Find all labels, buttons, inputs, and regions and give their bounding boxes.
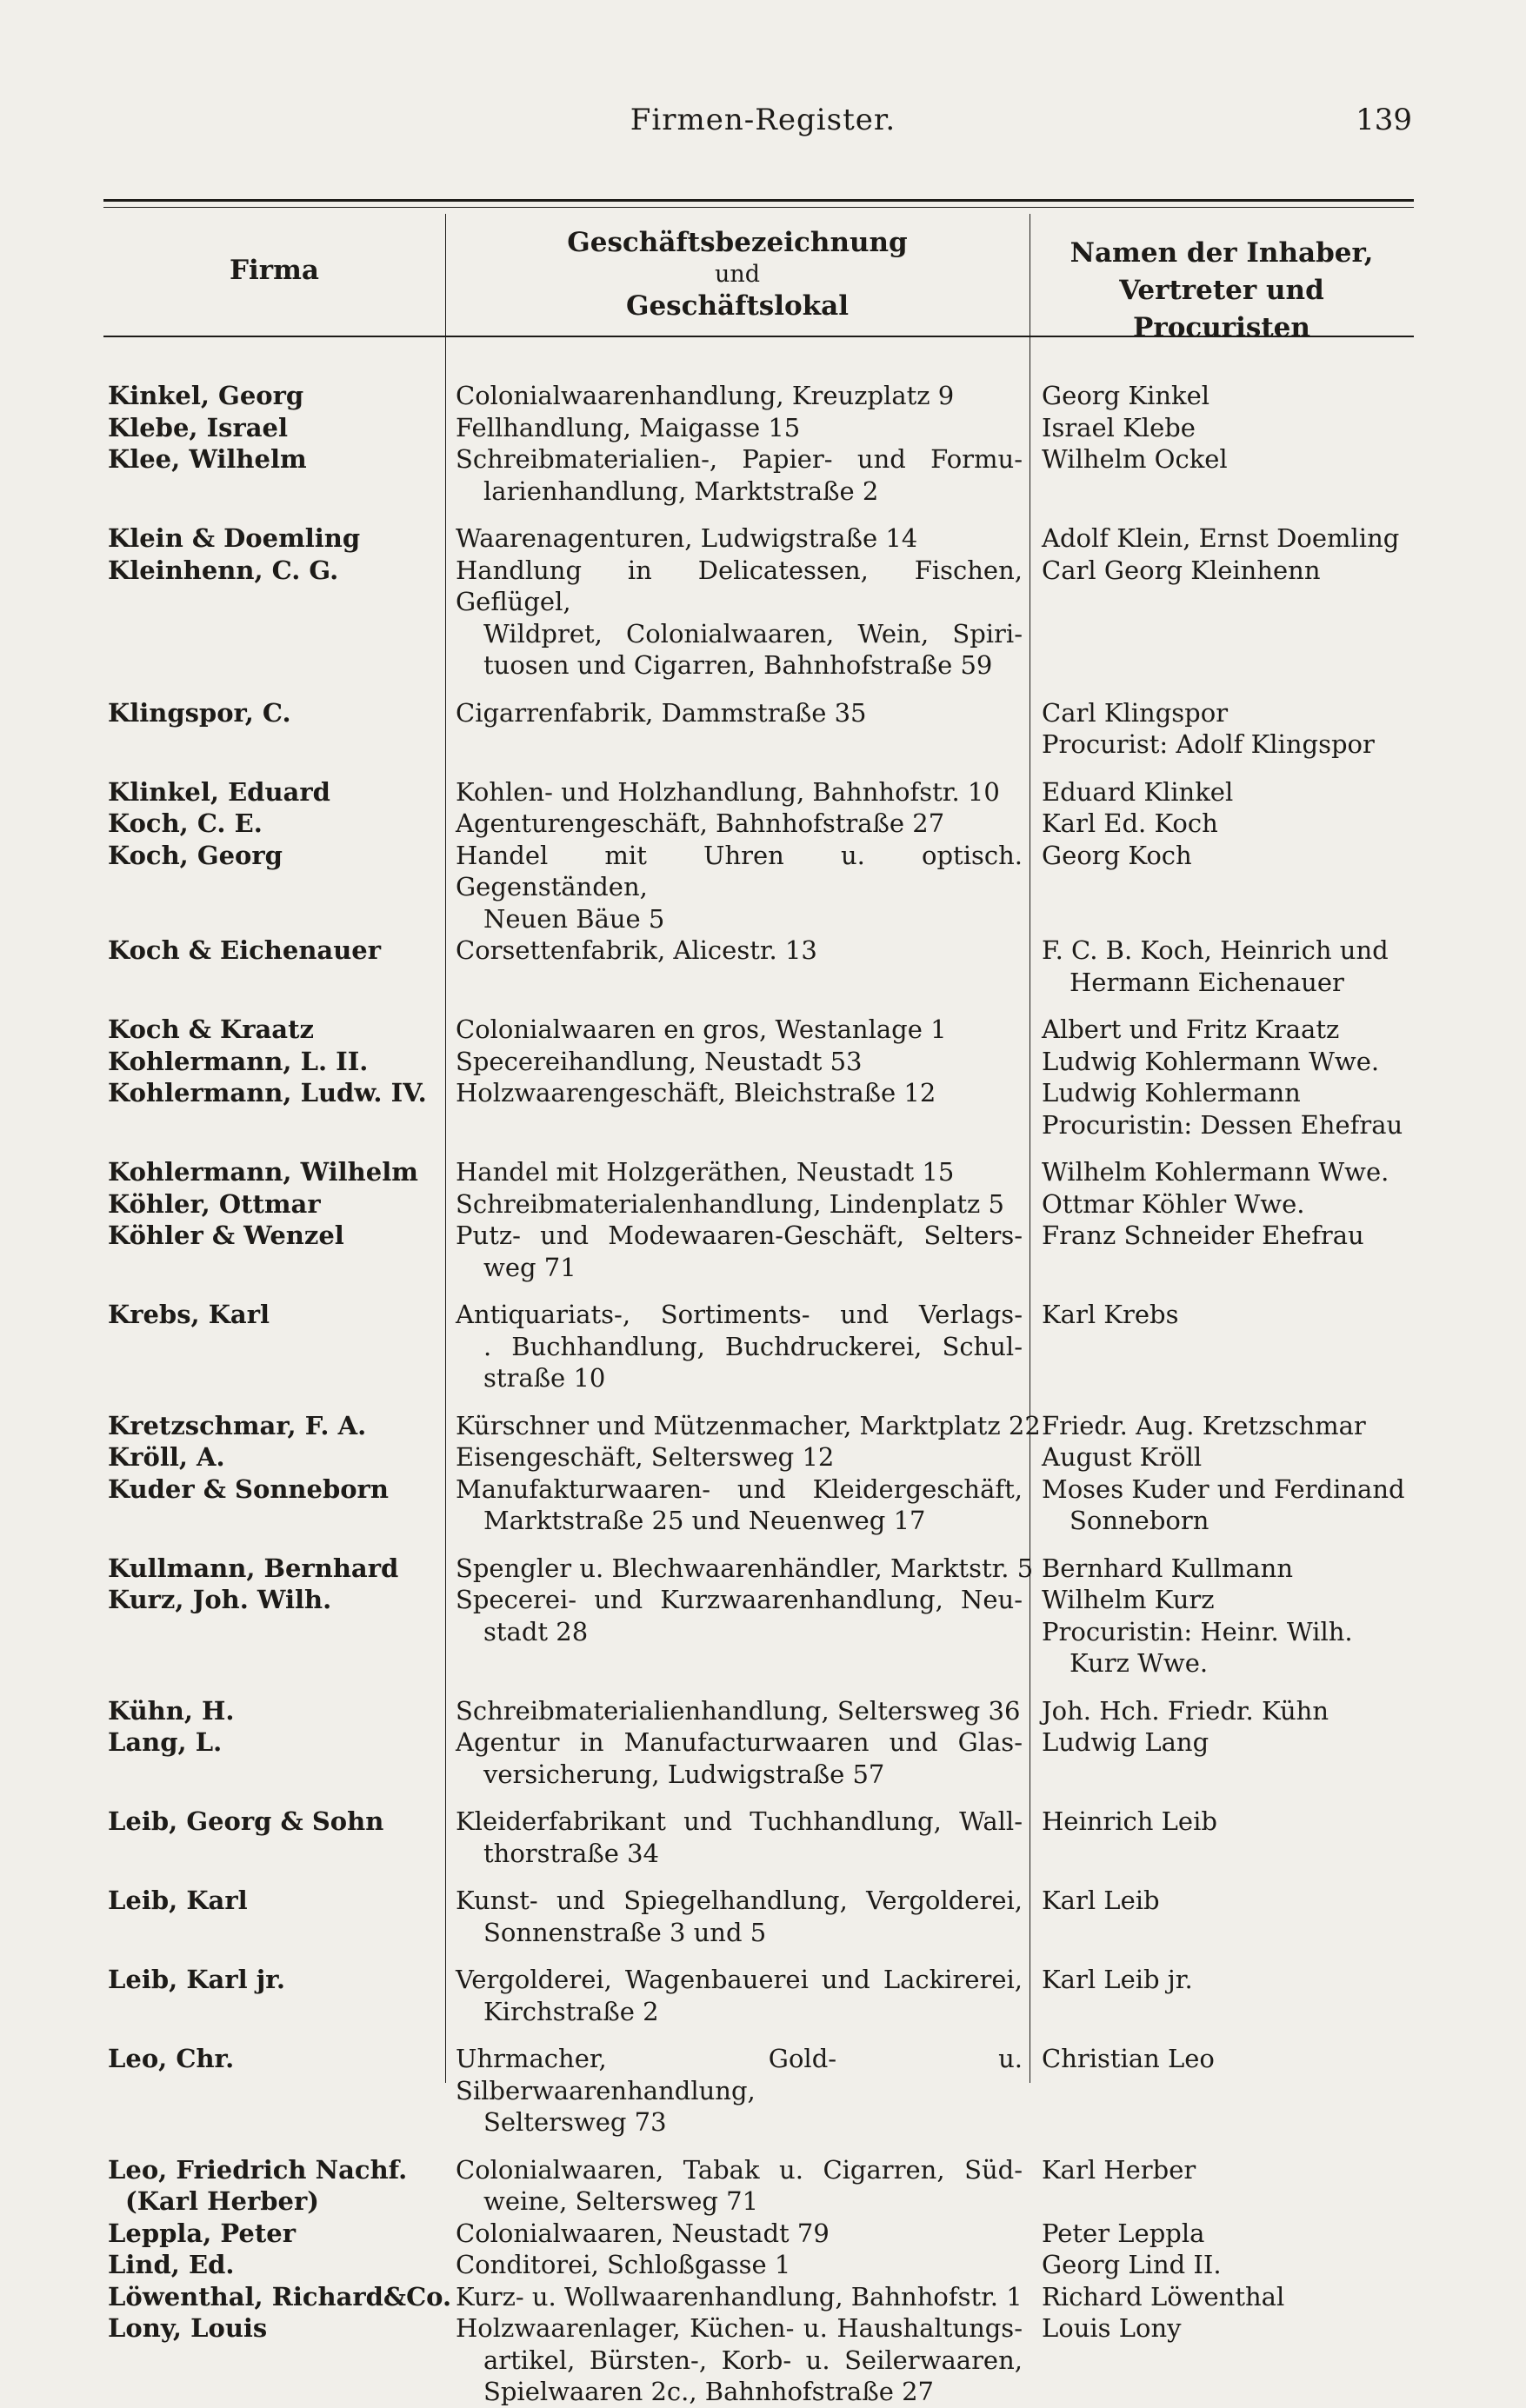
geschaeft-bezeichnung bbox=[445, 2154, 1030, 2218]
firma-name bbox=[0, 1014, 445, 1046]
geschaeft-bezeichnung-line: Spielwaaren 2c., Bahnhofstraße 27 bbox=[483, 2377, 934, 2406]
geschaeft-bezeichnung-line: larienhandlung, Marktstraße 2 bbox=[483, 476, 879, 506]
geschaeft-bezeichnung bbox=[445, 840, 1030, 935]
geschaeft-bezeichnung-line: Kohlen- und Holzhandlung, Bahnhofstr. 10 bbox=[456, 776, 1000, 807]
geschaeft-bezeichnung-line: Schreibmaterialenhandlung, Lindenplatz 5 bbox=[456, 1188, 1004, 1219]
firma-name-line: Klinkel, Eduard bbox=[108, 776, 330, 807]
column-header-geschaeft-line2: und bbox=[714, 261, 761, 288]
firma-name-line: Kinkel, Georg bbox=[108, 381, 304, 410]
firma-name bbox=[0, 1188, 445, 1221]
column-header-inhaber-line2: Vertreter und Procuristen bbox=[1119, 275, 1324, 343]
inhaber-names-line: Karl Krebs bbox=[1042, 1300, 1179, 1329]
register-entry bbox=[0, 522, 1526, 555]
firma-name-line: Leib, Georg & Sohn bbox=[108, 1806, 384, 1836]
firma-name-line: Koch & Kraatz bbox=[108, 1014, 314, 1044]
geschaeft-bezeichnung-line: Colonialwaaren, Neustadt 79 bbox=[456, 2218, 830, 2248]
firma-name-line: Koch & Eichenauer bbox=[108, 935, 382, 965]
inhaber-names bbox=[1030, 1299, 1414, 1394]
inhaber-names bbox=[1030, 1220, 1414, 1283]
geschaeft-bezeichnung-line: Putz- und Modewaaren-Geschäft, Selters- bbox=[456, 1221, 1023, 1250]
geschaeft-bezeichnung-line: Schreibmaterialien-, Papier- und Formu- bbox=[456, 444, 1023, 474]
firma-name bbox=[0, 1077, 445, 1141]
inhaber-names-line: Albert und Fritz Kraatz bbox=[1042, 1014, 1340, 1044]
firma-name bbox=[0, 935, 445, 998]
inhaber-names bbox=[1030, 412, 1414, 444]
inhaber-names-line: Wilhelm Kurz bbox=[1042, 1585, 1215, 1614]
firma-name-line: Köhler, Ottmar bbox=[108, 1188, 321, 1219]
register-entry bbox=[0, 2043, 1526, 2139]
geschaeft-bezeichnung-line: . Buchhandlung, Buchdruckerei, Schul- bbox=[483, 1331, 1023, 1361]
inhaber-names bbox=[1030, 380, 1414, 412]
inhaber-names bbox=[1030, 1441, 1414, 1473]
geschaeft-bezeichnung bbox=[445, 2218, 1030, 2250]
register-entry bbox=[0, 1441, 1526, 1473]
inhaber-names bbox=[1030, 776, 1414, 808]
firma-name-line: Klingspor, C. bbox=[108, 697, 291, 728]
geschaeft-bezeichnung bbox=[445, 380, 1030, 412]
geschaeft-bezeichnung-line: Uhrmacher, Gold- u. Silberwaarenhandlung, bbox=[456, 2044, 1023, 2105]
firm-register-table bbox=[0, 380, 1526, 2408]
firma-name-line: Kohlermann, Wilhelm bbox=[108, 1157, 418, 1187]
geschaeft-bezeichnung-line: Agentur in Manufacturwaaren und Glas- bbox=[456, 1727, 1023, 1757]
firma-name bbox=[0, 1220, 445, 1283]
firma-name-line: Kröll, A. bbox=[108, 1442, 225, 1472]
geschaeft-bezeichnung-line: Spengler u. Blechwaarenhändler, Marktstr. 5 bbox=[456, 1553, 1034, 1583]
geschaeft-bezeichnung bbox=[445, 1014, 1030, 1046]
inhaber-names-line: August Kröll bbox=[1042, 1442, 1203, 1472]
firma-name bbox=[0, 1553, 445, 1585]
firma-name-line: Klee, Wilhelm bbox=[108, 444, 307, 474]
page-header bbox=[0, 103, 1526, 155]
inhaber-names bbox=[1030, 1964, 1414, 2027]
page-number: 139 bbox=[1356, 103, 1412, 137]
firma-name bbox=[0, 1410, 445, 1442]
inhaber-names bbox=[1030, 697, 1414, 761]
inhaber-names-line: Georg Koch bbox=[1042, 840, 1192, 870]
geschaeft-bezeichnung bbox=[445, 1188, 1030, 1221]
geschaeft-bezeichnung bbox=[445, 2043, 1030, 2139]
inhaber-names-line: Wilhelm Ockel bbox=[1042, 444, 1228, 474]
firma-name bbox=[0, 697, 445, 761]
firma-name-line: Köhler & Wenzel bbox=[108, 1221, 344, 1250]
inhaber-names-line: Kurz Wwe. bbox=[1070, 1648, 1209, 1678]
inhaber-names bbox=[1030, 443, 1414, 507]
inhaber-names-line: Adolf Klein, Ernst Doemling bbox=[1042, 523, 1400, 553]
inhaber-names bbox=[1030, 1885, 1414, 1948]
firma-name-line: Kohlermann, Ludw. IV. bbox=[108, 1078, 427, 1108]
inhaber-names bbox=[1030, 1473, 1414, 1537]
inhaber-names bbox=[1030, 1806, 1414, 1869]
firma-name-line: Löwenthal, Richard&Co. bbox=[108, 2281, 452, 2312]
geschaeft-bezeichnung-line: Vergolderei, Wagenbauerei und Lackirerei, bbox=[456, 1965, 1023, 1994]
firma-name-line: (Karl Herber) bbox=[125, 2186, 319, 2216]
register-entry bbox=[0, 1806, 1526, 1869]
register-entry bbox=[0, 840, 1526, 935]
register-entry bbox=[0, 2154, 1526, 2218]
geschaeft-bezeichnung bbox=[445, 1473, 1030, 1537]
geschaeft-bezeichnung bbox=[445, 1885, 1030, 1948]
inhaber-names bbox=[1030, 1553, 1414, 1585]
geschaeft-bezeichnung bbox=[445, 412, 1030, 444]
column-header-inhaber-line1: Namen der Inhaber, bbox=[1070, 237, 1374, 269]
firma-name bbox=[0, 2218, 445, 2250]
inhaber-names-line: Karl Herber bbox=[1042, 2154, 1196, 2185]
top-rule-thin bbox=[103, 207, 1414, 208]
inhaber-names-line: Karl Leib jr. bbox=[1042, 1965, 1193, 1994]
geschaeft-bezeichnung-line: Eisengeschäft, Seltersweg 12 bbox=[456, 1442, 835, 1472]
inhaber-names bbox=[1030, 2281, 1414, 2313]
geschaeft-bezeichnung-line: Cigarrenfabrik, Dammstraße 35 bbox=[456, 697, 867, 728]
inhaber-names bbox=[1030, 1014, 1414, 1046]
firma-name-line: Lind, Ed. bbox=[108, 2250, 235, 2279]
firma-name bbox=[0, 2281, 452, 2313]
geschaeft-bezeichnung bbox=[445, 1220, 1030, 1283]
register-entry bbox=[0, 2218, 1526, 2250]
geschaeft-bezeichnung-line: versicherung, Ludwigstraße 57 bbox=[483, 1759, 885, 1789]
firma-name bbox=[0, 2043, 445, 2139]
firma-name-line: Leo, Friedrich Nachf. bbox=[108, 2154, 408, 2185]
inhaber-names-line: Georg Lind II. bbox=[1042, 2250, 1222, 2279]
firma-name-line: Kretzschmar, F. A. bbox=[108, 1410, 367, 1440]
geschaeft-bezeichnung bbox=[445, 1584, 1030, 1680]
geschaeft-bezeichnung bbox=[445, 1299, 1030, 1394]
firma-name-line: Kurz, Joh. Wilh. bbox=[108, 1585, 332, 1614]
firma-name bbox=[0, 776, 445, 808]
geschaeft-bezeichnung bbox=[445, 1077, 1030, 1141]
geschaeft-bezeichnung-line: Kleiderfabrikant und Tuchhandlung, Wall- bbox=[456, 1806, 1023, 1836]
geschaeft-bezeichnung-line: Neuen Bäue 5 bbox=[483, 903, 665, 934]
firma-name-line: Koch, Georg bbox=[108, 840, 283, 870]
geschaeft-bezeichnung bbox=[445, 555, 1030, 682]
geschaeft-bezeichnung-line: artikel, Bürsten-, Korb- u. Seilerwaaren, bbox=[483, 2345, 1023, 2375]
geschaeft-bezeichnung bbox=[445, 2312, 1030, 2408]
geschaeft-bezeichnung-line: Wildpret, Colonialwaaren, Wein, Spiri- bbox=[483, 618, 1023, 649]
inhaber-names bbox=[1030, 2249, 1414, 2281]
geschaeft-bezeichnung bbox=[445, 1441, 1030, 1473]
inhaber-names-line: Moses Kuder und Ferdinand bbox=[1042, 1473, 1405, 1504]
inhaber-names bbox=[1030, 840, 1414, 935]
inhaber-names-line: Ludwig Kohlermann bbox=[1042, 1078, 1301, 1108]
firma-name bbox=[0, 808, 445, 840]
firma-name bbox=[0, 555, 445, 682]
geschaeft-bezeichnung-line: Holzwaarenlager, Küchen- u. Haushaltungs- bbox=[456, 2313, 1023, 2343]
firma-name bbox=[0, 380, 445, 412]
geschaeft-bezeichnung-line: Antiquariats-, Sortiments- und Verlags- bbox=[456, 1300, 1023, 1329]
geschaeft-bezeichnung-line: Kürschner und Mützenmacher, Marktplatz 22 bbox=[456, 1410, 1041, 1440]
inhaber-names bbox=[1030, 2154, 1414, 2218]
geschaeft-bezeichnung bbox=[445, 1964, 1030, 2027]
geschaeft-bezeichnung bbox=[445, 1410, 1041, 1442]
firma-name-line: Lang, L. bbox=[108, 1727, 223, 1757]
geschaeft-bezeichnung-line: Waarenagenturen, Ludwigstraße 14 bbox=[456, 523, 918, 553]
geschaeft-bezeichnung-line: Schreibmaterialienhandlung, Seltersweg 36 bbox=[456, 1695, 1021, 1726]
inhaber-names-line: Franz Schneider Ehefrau bbox=[1042, 1221, 1364, 1250]
firma-name bbox=[0, 2312, 445, 2408]
register-entry bbox=[0, 443, 1526, 507]
geschaeft-bezeichnung-line: Colonialwaaren en gros, Westanlage 1 bbox=[456, 1014, 947, 1044]
inhaber-names bbox=[1030, 2043, 1414, 2139]
firma-name bbox=[0, 1473, 445, 1537]
inhaber-names bbox=[1030, 1156, 1414, 1188]
firma-name bbox=[0, 1299, 445, 1394]
inhaber-names-line: Wilhelm Kohlermann Wwe. bbox=[1042, 1157, 1389, 1187]
inhaber-names-line: Joh. Hch. Friedr. Kühn bbox=[1042, 1695, 1329, 1726]
inhaber-names-line: Karl Ed. Koch bbox=[1042, 808, 1218, 838]
geschaeft-bezeichnung-line: Agenturengeschäft, Bahnhofstraße 27 bbox=[456, 808, 945, 838]
geschaeft-bezeichnung-line: Kunst- und Spiegelhandlung, Vergolderei, bbox=[456, 1886, 1023, 1915]
geschaeft-bezeichnung-line: Holzwaarengeschäft, Bleichstraße 12 bbox=[456, 1078, 936, 1108]
geschaeft-bezeichnung-line: Handel mit Uhren u. optisch. Gegenständen, bbox=[456, 840, 1023, 901]
geschaeft-bezeichnung-line: Specerei- und Kurzwaarenhandlung, Neu- bbox=[456, 1585, 1023, 1614]
inhaber-names-line: Bernhard Kullmann bbox=[1042, 1553, 1294, 1583]
column-header-geschaeft-line3: Geschäftslokal bbox=[625, 290, 850, 322]
top-rule bbox=[103, 199, 1414, 202]
geschaeft-bezeichnung bbox=[445, 2249, 1030, 2281]
inhaber-names-line: Ludwig Kohlermann Wwe. bbox=[1042, 1046, 1380, 1076]
firma-name-line: Kuder & Sonneborn bbox=[108, 1473, 389, 1504]
firma-name bbox=[0, 1695, 445, 1727]
inhaber-names bbox=[1030, 2312, 1414, 2408]
inhaber-names bbox=[1030, 1046, 1414, 1078]
firma-name-line: Leo, Chr. bbox=[108, 2044, 235, 2073]
inhaber-names-line: Sonneborn bbox=[1070, 1506, 1209, 1535]
firma-name bbox=[0, 522, 445, 555]
firma-name-line: Leib, Karl bbox=[108, 1886, 248, 1915]
inhaber-names bbox=[1030, 935, 1414, 998]
firma-name bbox=[0, 1885, 445, 1948]
register-entry bbox=[0, 1726, 1526, 1790]
firma-name bbox=[0, 1806, 445, 1869]
inhaber-names bbox=[1030, 1077, 1414, 1141]
geschaeft-bezeichnung-line: Handlung in Delicatessen, Fischen, Geflügel, bbox=[456, 555, 1023, 616]
register-entry bbox=[0, 697, 1526, 761]
geschaeft-bezeichnung-line: Corsettenfabrik, Alicestr. 13 bbox=[456, 935, 817, 965]
inhaber-names-line: Carl Georg Kleinhenn bbox=[1042, 555, 1321, 585]
register-entry bbox=[0, 2312, 1526, 2408]
firma-name-line: Krebs, Karl bbox=[108, 1300, 270, 1329]
firma-name bbox=[0, 443, 445, 507]
inhaber-names-line: Karl Leib bbox=[1042, 1886, 1160, 1915]
geschaeft-bezeichnung-line: straße 10 bbox=[483, 1363, 606, 1393]
firma-name-line: Koch, C. E. bbox=[108, 808, 263, 838]
register-entry bbox=[0, 1410, 1526, 1442]
firma-name bbox=[0, 1441, 445, 1473]
register-entry bbox=[0, 1473, 1526, 1537]
geschaeft-bezeichnung bbox=[445, 1806, 1030, 1869]
column-header-geschaeft-line1: Geschäftsbezeichnung bbox=[567, 227, 908, 258]
inhaber-names-line: F. C. B. Koch, Heinrich und bbox=[1042, 935, 1389, 965]
geschaeft-bezeichnung-line: stadt 28 bbox=[483, 1616, 589, 1646]
inhaber-names bbox=[1030, 1410, 1414, 1442]
column-header-geschaeft bbox=[445, 224, 1030, 325]
inhaber-names bbox=[1030, 808, 1414, 840]
geschaeft-bezeichnung-line: Colonialwaaren, Tabak u. Cigarren, Süd- bbox=[456, 2154, 1023, 2185]
firma-name bbox=[0, 1964, 445, 2027]
register-entry bbox=[0, 1299, 1526, 1394]
inhaber-names bbox=[1030, 1695, 1414, 1727]
geschaeft-bezeichnung-line: Colonialwaarenhandlung, Kreuzplatz 9 bbox=[456, 381, 955, 410]
register-entry bbox=[0, 808, 1526, 840]
firma-name-line: Klebe, Israel bbox=[108, 412, 289, 442]
inhaber-names-line: Christian Leo bbox=[1042, 2044, 1215, 2073]
inhaber-names bbox=[1030, 1584, 1414, 1680]
register-entry bbox=[0, 555, 1526, 682]
geschaeft-bezeichnung bbox=[445, 1046, 1030, 1078]
register-entry bbox=[0, 1553, 1526, 1585]
firma-name bbox=[0, 1584, 445, 1680]
firma-name-line: Kleinhenn, C. G. bbox=[108, 555, 339, 585]
geschaeft-bezeichnung bbox=[445, 1156, 1030, 1188]
firma-name bbox=[0, 1726, 445, 1790]
inhaber-names-line: Heinrich Leib bbox=[1042, 1806, 1217, 1836]
geschaeft-bezeichnung-line: Manufakturwaaren- und Kleidergeschäft, bbox=[456, 1473, 1023, 1504]
inhaber-names-line: Ottmar Köhler Wwe. bbox=[1042, 1188, 1305, 1219]
firma-name bbox=[0, 412, 445, 444]
register-entry bbox=[0, 380, 1526, 412]
geschaeft-bezeichnung-line: Kurz- u. Wollwaarenhandlung, Bahnhofstr. 1 bbox=[456, 2281, 1023, 2312]
inhaber-names-line: Procuristin: Dessen Ehefrau bbox=[1042, 1109, 1403, 1140]
firma-name-line: Leppla, Peter bbox=[108, 2218, 296, 2248]
register-entry bbox=[0, 1584, 1526, 1680]
geschaeft-bezeichnung bbox=[445, 1695, 1030, 1727]
inhaber-names-line: Ludwig Lang bbox=[1042, 1727, 1209, 1757]
firma-name-line: Kohlermann, L. II. bbox=[108, 1046, 369, 1076]
inhaber-names-line: Procurist: Adolf Klingspor bbox=[1042, 729, 1375, 759]
firma-name bbox=[0, 2249, 445, 2281]
inhaber-names-line: Israel Klebe bbox=[1042, 412, 1196, 442]
geschaeft-bezeichnung bbox=[445, 2281, 1030, 2313]
register-entry bbox=[0, 412, 1526, 444]
geschaeft-bezeichnung bbox=[445, 1553, 1034, 1585]
inhaber-names-line: Carl Klingspor bbox=[1042, 697, 1229, 728]
register-entry bbox=[0, 1964, 1526, 2027]
geschaeft-bezeichnung bbox=[445, 1726, 1030, 1790]
geschaeft-bezeichnung bbox=[445, 776, 1030, 808]
geschaeft-bezeichnung-line: tuosen und Cigarren, Bahnhofstraße 59 bbox=[483, 650, 993, 680]
geschaeft-bezeichnung-line: thorstraße 34 bbox=[483, 1838, 659, 1868]
firma-name-line: Leib, Karl jr. bbox=[108, 1965, 285, 1994]
inhaber-names bbox=[1030, 2218, 1414, 2250]
geschaeft-bezeichnung-line: Marktstraße 25 und Neuenweg 17 bbox=[483, 1506, 926, 1535]
inhaber-names bbox=[1030, 522, 1414, 555]
geschaeft-bezeichnung bbox=[445, 522, 1030, 555]
register-entry bbox=[0, 1188, 1526, 1221]
geschaeft-bezeichnung-line: weg 71 bbox=[483, 1252, 576, 1282]
geschaeft-bezeichnung-line: Fellhandlung, Maigasse 15 bbox=[456, 412, 801, 442]
inhaber-names-line: Richard Löwenthal bbox=[1042, 2281, 1285, 2312]
inhaber-names-line: Peter Leppla bbox=[1042, 2218, 1205, 2248]
firma-name-line: Kühn, H. bbox=[108, 1695, 235, 1726]
column-header-inhaber bbox=[1030, 235, 1414, 347]
geschaeft-bezeichnung-line: Seltersweg 73 bbox=[483, 2107, 667, 2137]
inhaber-names bbox=[1030, 1188, 1414, 1221]
register-entry bbox=[0, 1156, 1526, 1188]
firma-name bbox=[0, 840, 445, 935]
register-entry bbox=[0, 2281, 1526, 2313]
register-entry bbox=[0, 935, 1526, 998]
register-entry bbox=[0, 2249, 1526, 2281]
register-entry bbox=[0, 1046, 1526, 1078]
firma-name bbox=[0, 1156, 445, 1188]
geschaeft-bezeichnung-line: Handel mit Holzgeräthen, Neustadt 15 bbox=[456, 1157, 955, 1187]
inhaber-names-line: Friedr. Aug. Kretzschmar bbox=[1042, 1410, 1366, 1440]
firma-name bbox=[0, 1046, 445, 1078]
running-title: Firmen-Register. bbox=[630, 103, 896, 137]
geschaeft-bezeichnung bbox=[445, 808, 1030, 840]
geschaeft-bezeichnung-line: Sonnenstraße 3 und 5 bbox=[483, 1917, 767, 1947]
register-entry bbox=[0, 1885, 1526, 1948]
geschaeft-bezeichnung-line: Conditorei, Schloßgasse 1 bbox=[456, 2250, 791, 2279]
geschaeft-bezeichnung bbox=[445, 443, 1030, 507]
register-entry bbox=[0, 1220, 1526, 1283]
inhaber-names-line: Eduard Klinkel bbox=[1042, 776, 1234, 807]
inhaber-names-line: Louis Lony bbox=[1042, 2313, 1182, 2343]
register-entry bbox=[0, 776, 1526, 808]
firma-name bbox=[0, 2154, 445, 2218]
geschaeft-bezeichnung-line: Specereihandlung, Neustadt 53 bbox=[456, 1046, 863, 1076]
inhaber-names-line: Georg Kinkel bbox=[1042, 381, 1210, 410]
column-header-firma: Firma bbox=[229, 255, 319, 286]
inhaber-names bbox=[1030, 1726, 1414, 1790]
firma-name-line: Kullmann, Bernhard bbox=[108, 1553, 399, 1583]
firma-name-line: Klein & Doemling bbox=[108, 523, 361, 553]
inhaber-names-line: Hermann Eichenauer bbox=[1070, 967, 1344, 997]
geschaeft-bezeichnung-line: weine, Seltersweg 71 bbox=[483, 2186, 759, 2216]
register-entry bbox=[0, 1077, 1526, 1141]
geschaeft-bezeichnung bbox=[445, 697, 1030, 761]
inhaber-names bbox=[1030, 555, 1414, 682]
firma-name-line: Lony, Louis bbox=[108, 2313, 268, 2343]
register-entry bbox=[0, 1695, 1526, 1727]
inhaber-names-line: Procuristin: Heinr. Wilh. bbox=[1042, 1616, 1353, 1646]
register-entry bbox=[0, 1014, 1526, 1046]
geschaeft-bezeichnung-line: Kirchstraße 2 bbox=[483, 1996, 659, 2026]
geschaeft-bezeichnung bbox=[445, 935, 1030, 998]
